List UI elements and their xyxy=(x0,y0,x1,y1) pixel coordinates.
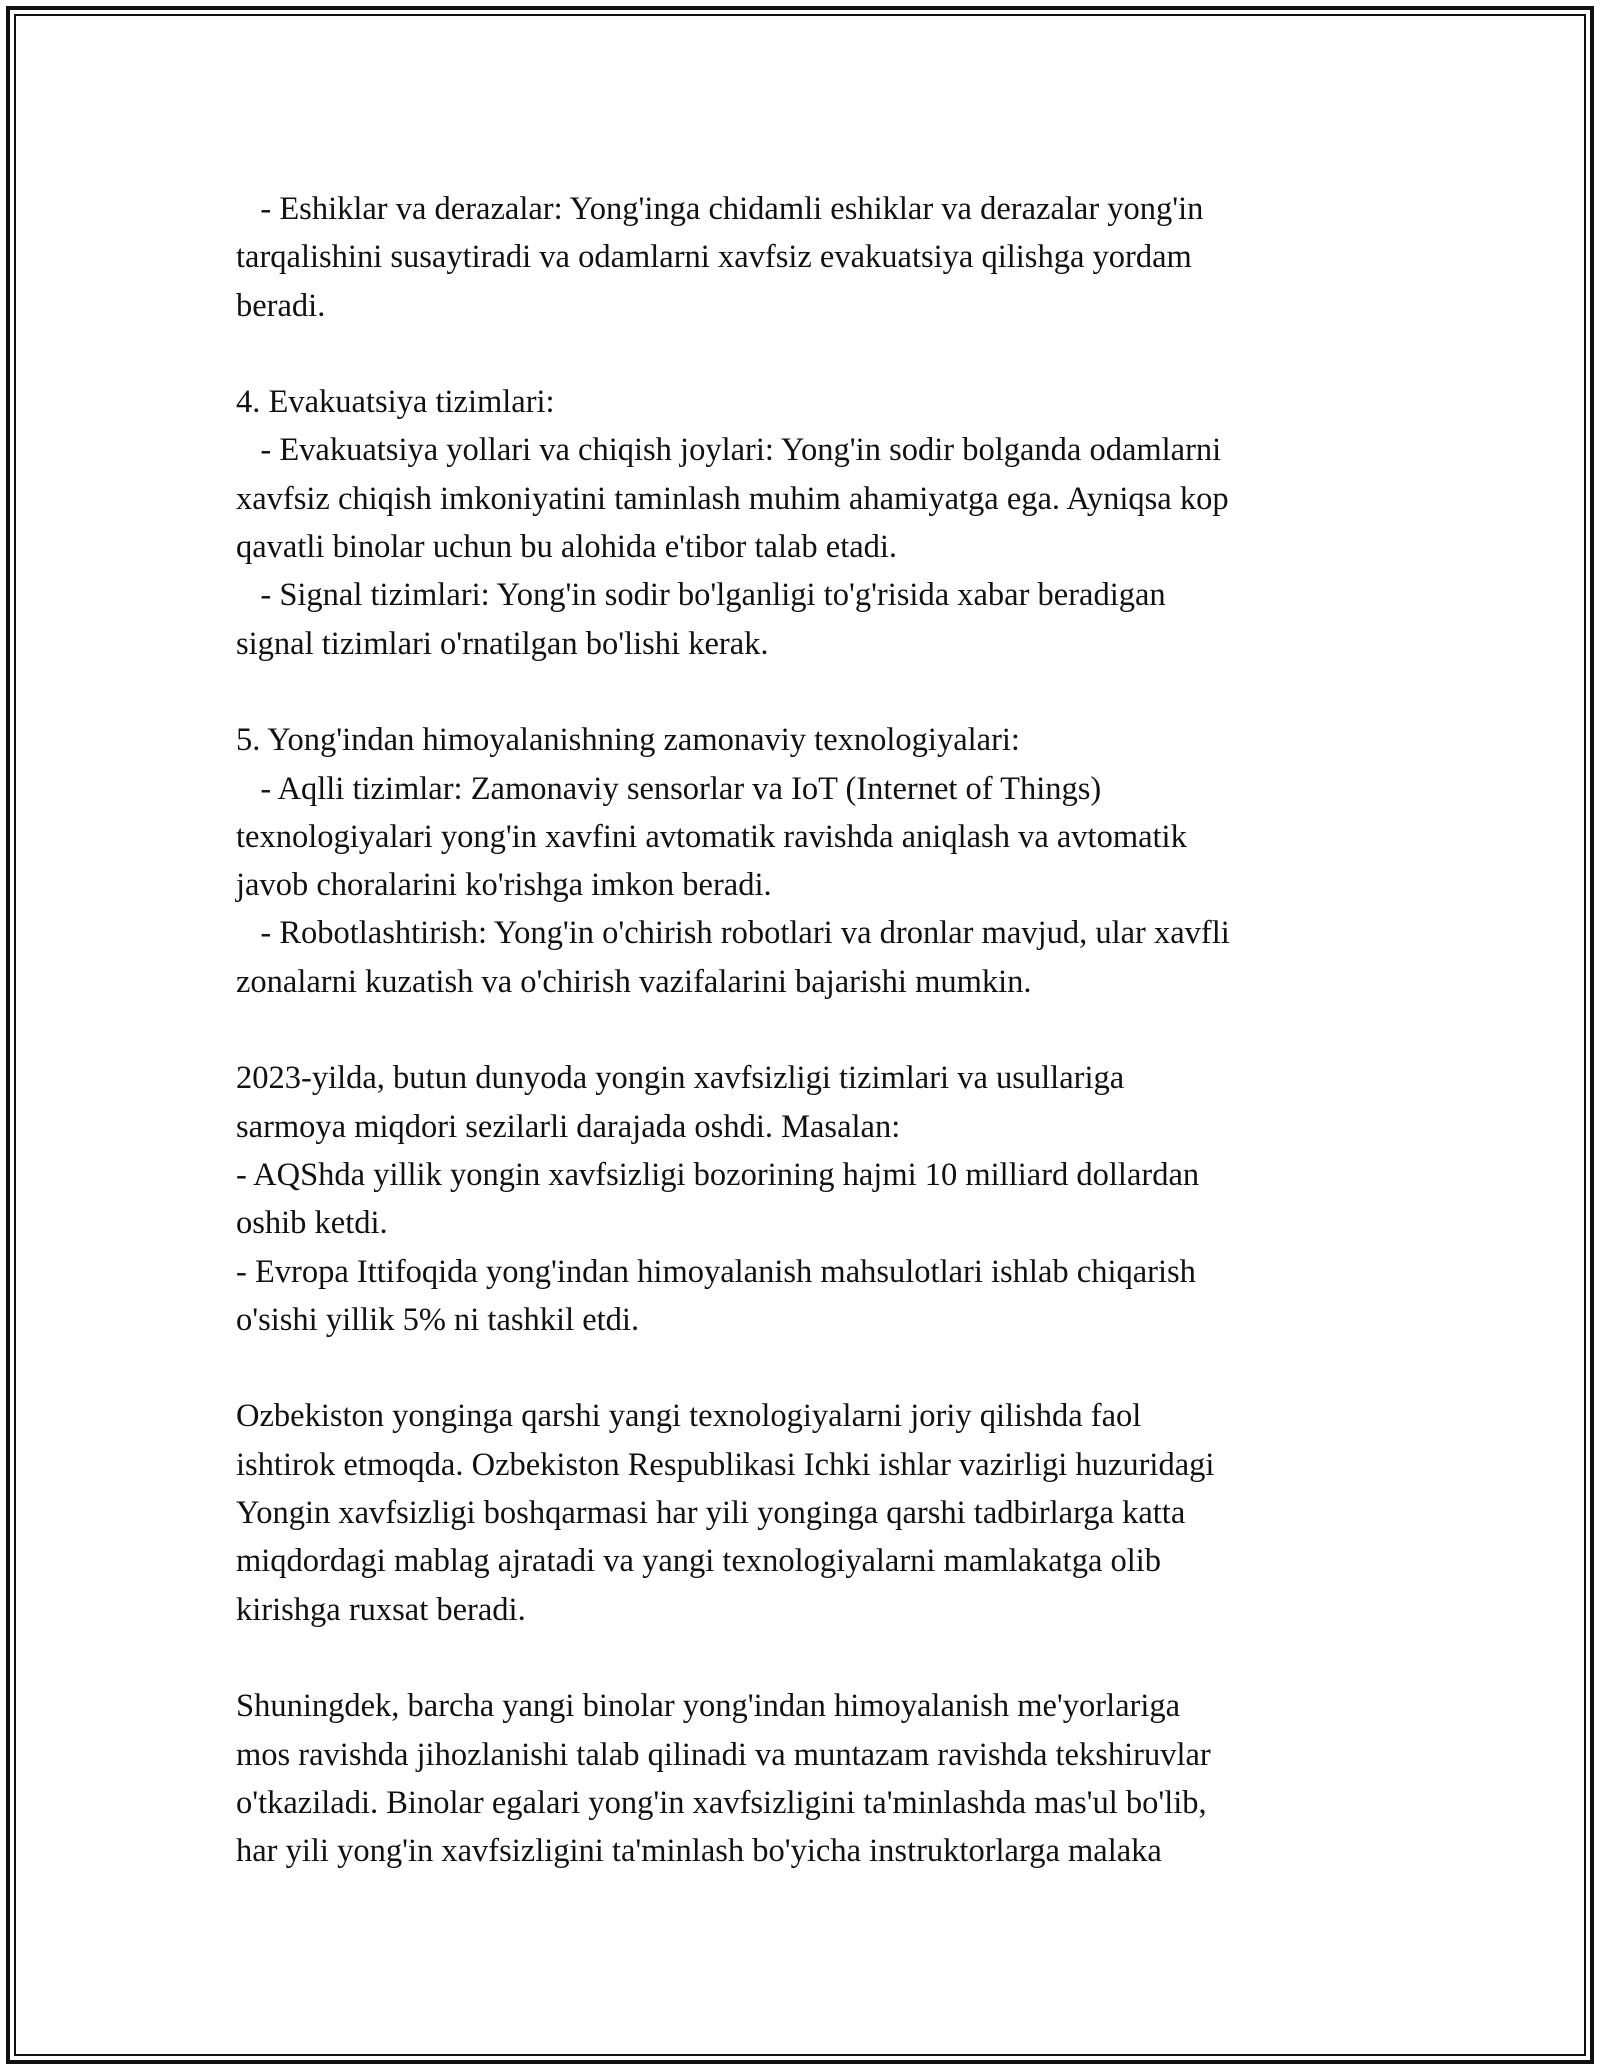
text-line: o'sishi yillik 5% ni tashkil etdi. xyxy=(236,1301,640,1338)
text-line: Ozbekiston yonginga qarshi yangi texnologiyalarni joriy qilishda faol xyxy=(236,1398,1142,1435)
paragraph-spacer xyxy=(236,330,1376,378)
text-line: o'tkaziladi. Binolar egalari yong'in xavfsizligini ta'minlashda mas'ul bo'lib, xyxy=(236,1784,1207,1821)
text-line: kirishga ruxsat beradi. xyxy=(236,1591,526,1628)
text-line: - Eshiklar va derazalar: Yong'inga chidamli eshiklar va derazalar yong'in xyxy=(236,191,1204,227)
paragraph-spacer xyxy=(236,1344,1376,1392)
document-body xyxy=(236,185,1376,1875)
text-line: sarmoya miqdori sezilarli darajada oshdi. Masalan: xyxy=(236,1108,901,1145)
text-line: Yongin xavfsizligi boshqarmasi har yili yonginga qarshi tadbirlarga katta xyxy=(236,1495,1186,1532)
text-line: javob choralarini ko'rishga imkon beradi. xyxy=(236,867,772,904)
text-line: - Robotlashtirish: Yong'in o'chirish robotlari va dronlar mavjud, ular xavfli xyxy=(236,915,1230,952)
text-line: - AQShda yillik yongin xavfsizligi bozorining hajmi 10 milliard dollardan xyxy=(236,1156,1200,1193)
paragraph-uzbekistan xyxy=(236,1392,1376,1633)
text-line: miqdordagi mablag ajratadi va yangi texnologiyalarni mamlakatga olib xyxy=(236,1543,1162,1580)
text-line: 2023-yilda, butun dunyoda yongin xavfsizligi tizimlari va usullariga xyxy=(236,1060,1125,1097)
text-line: - Signal tizimlari: Yong'in sodir bo'lganligi to'g'risida xabar beradigan xyxy=(236,577,1166,614)
paragraph-spacer xyxy=(236,1634,1376,1682)
text-line: Shuningdek, barcha yangi binolar yong'indan himoyalanish me'yorlariga xyxy=(236,1688,1181,1725)
text-line: - Aqlli tizimlar: Zamonaviy sensorlar va IoT (Internet of Things) xyxy=(236,770,1102,807)
text-line: texnologiyalari yong'in xavfini avtomatik ravishda aniqlash va avtomatik xyxy=(236,818,1187,855)
text-line: signal tizimlari o'rnatilgan bo'lishi kerak. xyxy=(236,625,769,662)
text-line: tarqalishini susaytiradi va odamlarni xavfsiz evakuatsiya qilishga yordam xyxy=(236,239,1192,276)
section-modern-technologies xyxy=(236,716,1376,1006)
text-line: zonalarni kuzatish va o'chirish vazifalarini bajarishi mumkin. xyxy=(236,963,1032,1000)
paragraph-spacer xyxy=(236,1006,1376,1054)
section-evacuation-systems xyxy=(236,378,1376,668)
text-line: mos ravishda jihozlanishi talab qilinadi va muntazam ravishda tekshiruvlar xyxy=(236,1736,1211,1773)
text-line: - Evropa Ittifoqida yong'indan himoyalanish mahsulotlari ishlab chiqarish xyxy=(236,1253,1196,1290)
section-heading: 4. Evakuatsiya tizimlari: xyxy=(236,384,555,421)
text-line: har yili yong'in xavfsizligini ta'minlash bo'yicha instruktorlarga malaka xyxy=(236,1833,1162,1870)
paragraph-building-standards xyxy=(236,1682,1376,1875)
paragraph-spacer xyxy=(236,668,1376,716)
text-line: beradi. xyxy=(236,287,326,324)
text-line: oshib ketdi. xyxy=(236,1205,388,1242)
text-line: - Evakuatsiya yollari va chiqish joylari: Yong'in sodir bolganda odamlarni xyxy=(236,432,1222,469)
text-line: xavfsiz chiqish imkoniyatini taminlash muhim ahamiyatga ega. Ayniqsa kop xyxy=(236,480,1229,517)
text-line: ishtirok etmoqda. Ozbekiston Respublikasi Ichki ishlar vazirligi huzuridagi xyxy=(236,1446,1215,1483)
paragraph-investment-2023 xyxy=(236,1054,1376,1344)
text-line: qavatli binolar uchun bu alohida e'tibor talab etadi. xyxy=(236,529,898,566)
paragraph-doors-windows xyxy=(236,185,1376,330)
section-heading: 5. Yong'indan himoyalanishning zamonaviy texnologiyalari: xyxy=(236,722,1020,759)
